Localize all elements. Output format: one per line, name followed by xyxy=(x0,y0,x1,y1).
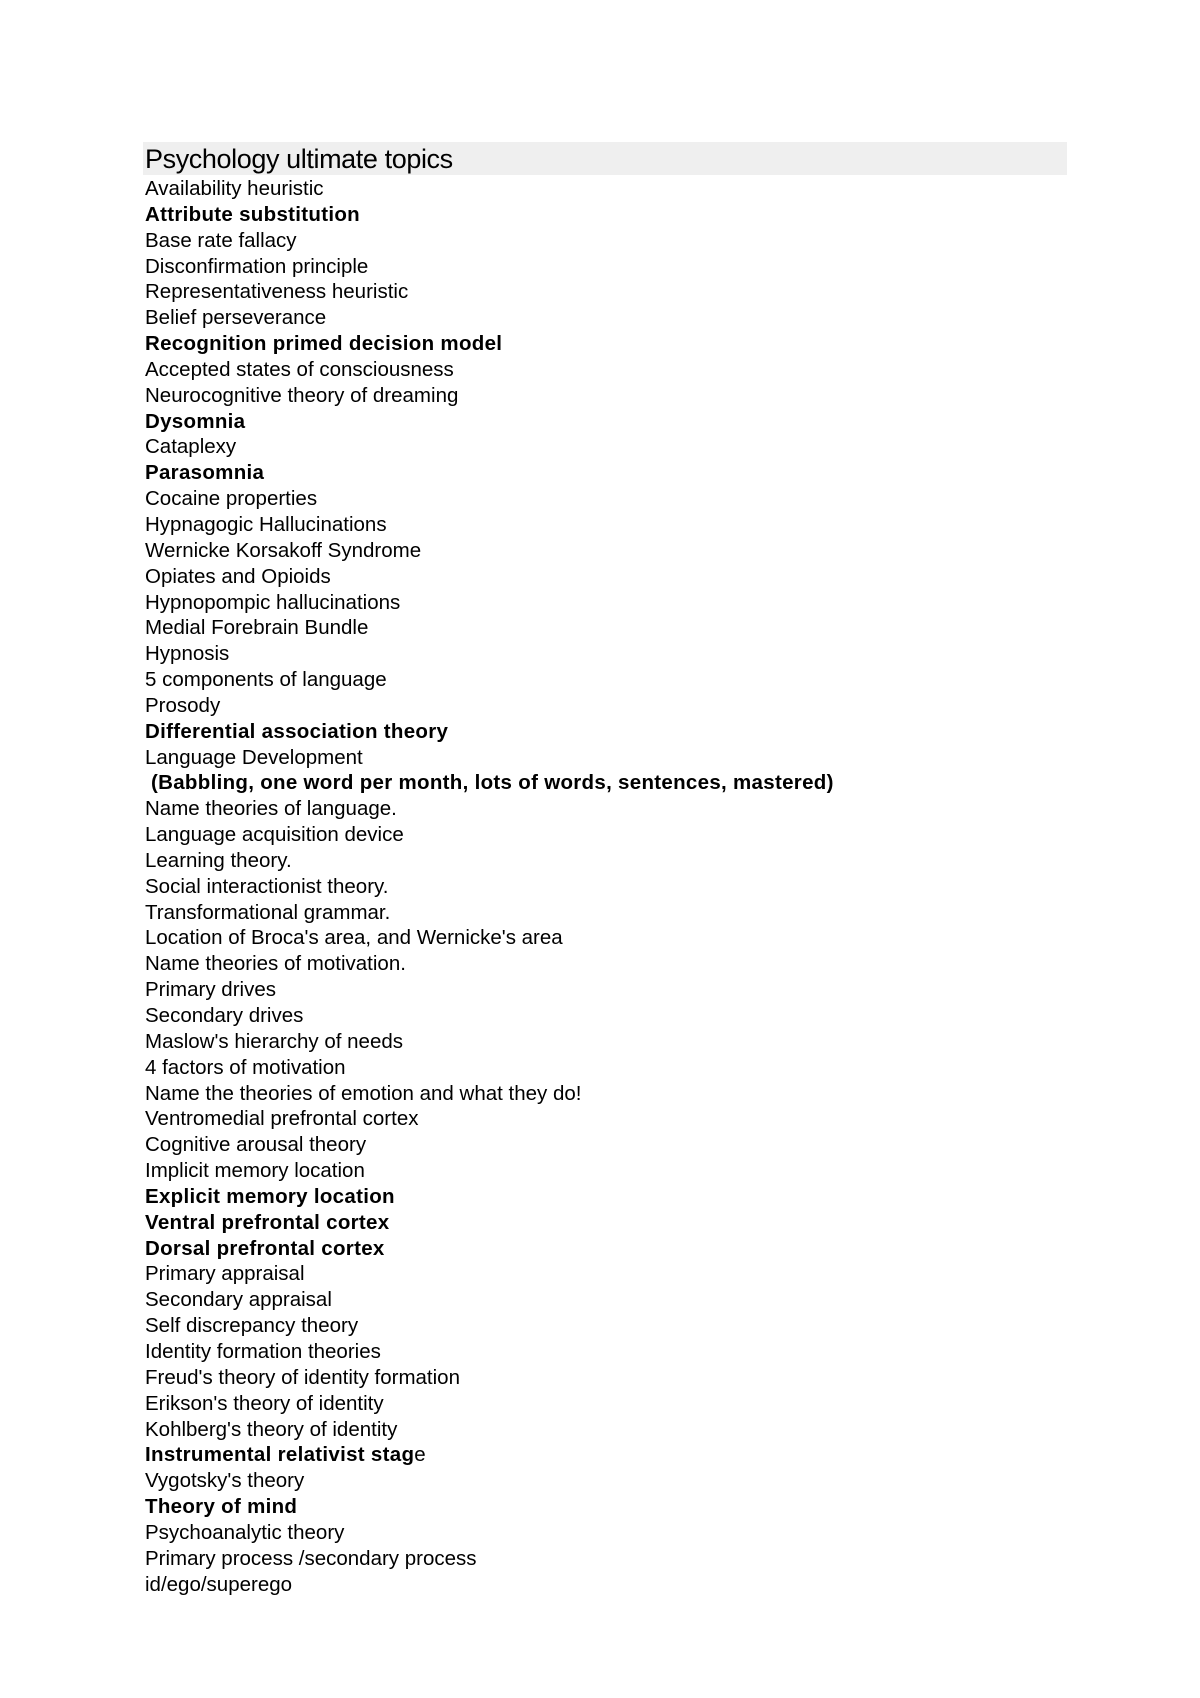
topic-text: Psychoanalytic theory xyxy=(145,1520,345,1544)
topic-item xyxy=(145,1029,834,1055)
topic-item xyxy=(145,1572,834,1598)
topic-text: Recognition primed decision model xyxy=(145,332,503,356)
topic-text: Language Development xyxy=(145,745,363,769)
topic-text: Name the theories of emotion and what they do! xyxy=(145,1081,582,1105)
topic-item xyxy=(145,1081,834,1107)
topic-text: Name theories of motivation. xyxy=(145,952,406,976)
topic-text: Freud's theory of identity formation xyxy=(145,1365,460,1389)
topic-item xyxy=(145,1261,834,1287)
topic-item xyxy=(145,1442,834,1468)
topic-item xyxy=(145,1184,834,1210)
topic-text: Cocaine properties xyxy=(145,487,318,511)
topic-text: Social interactionist theory. xyxy=(145,874,389,898)
topic-item xyxy=(145,1003,834,1029)
topic-item xyxy=(145,357,834,383)
topic-item xyxy=(145,951,834,977)
topic-text: Ventral prefrontal cortex xyxy=(145,1210,390,1234)
topic-text: Secondary drives xyxy=(145,1004,304,1027)
topic-text: Primary drives xyxy=(145,978,276,1002)
topic-text: Attribute substitution xyxy=(145,202,360,226)
topic-text: Differential association theory xyxy=(145,719,449,743)
topic-text: Neurocognitive theory of dreaming xyxy=(145,383,459,407)
topic-item xyxy=(145,305,834,331)
topic-item xyxy=(145,383,834,409)
topic-text: Cataplexy xyxy=(145,435,237,459)
topic-item xyxy=(145,486,834,512)
topic-text: Explicit memory location xyxy=(145,1184,395,1208)
topic-item xyxy=(145,925,834,951)
topic-item xyxy=(145,1055,834,1081)
topic-text: Dorsal prefrontal cortex xyxy=(145,1236,385,1260)
topic-item xyxy=(145,279,834,305)
topic-item xyxy=(145,1236,834,1262)
topic-text: Representativeness heuristic xyxy=(145,280,409,304)
topic-text: Dysomnia xyxy=(145,409,246,433)
topic-item xyxy=(145,564,834,590)
topic-item xyxy=(145,977,834,1003)
topic-text: Ventromedial prefrontal cortex xyxy=(145,1107,419,1131)
topic-item xyxy=(145,202,834,228)
topic-item xyxy=(145,1287,834,1313)
topic-text: Name theories of language. xyxy=(145,797,397,821)
topic-text: Disconfirmation principle xyxy=(145,254,369,278)
topic-item xyxy=(145,1546,834,1572)
topic-text: Vygotsky's theory xyxy=(145,1469,305,1493)
topic-text: Implicit memory location xyxy=(145,1159,365,1183)
topic-text-tail: e xyxy=(414,1443,426,1467)
topic-item xyxy=(145,1158,834,1184)
topic-item xyxy=(145,460,834,486)
topic-text: Location of Broca's area, and Wernicke's area xyxy=(145,926,563,950)
topic-item xyxy=(145,409,834,435)
topic-text: Primary appraisal xyxy=(145,1262,305,1286)
topic-item xyxy=(145,1313,834,1339)
topic-text: 4 factors of motivation xyxy=(145,1055,346,1079)
topic-text: Theory of mind xyxy=(145,1495,298,1519)
topic-text: Wernicke Korsakoff Syndrome xyxy=(145,538,422,562)
topic-item xyxy=(145,900,834,926)
topic-text: Medial Forebrain Bundle xyxy=(145,616,369,640)
topic-text: Accepted states of consciousness xyxy=(145,357,454,381)
topic-item xyxy=(145,331,834,357)
topic-item xyxy=(145,434,834,460)
topic-item xyxy=(145,254,834,280)
topic-item xyxy=(145,1468,834,1494)
topic-text: Language acquisition device xyxy=(145,823,404,847)
topic-item xyxy=(145,1417,834,1443)
topic-text: Transformational grammar. xyxy=(145,900,391,924)
topic-text: Primary process /secondary process xyxy=(145,1546,477,1570)
topic-text: Identity formation theories xyxy=(145,1339,381,1363)
topic-item xyxy=(145,822,834,848)
topic-item xyxy=(145,1391,834,1417)
topic-item xyxy=(145,512,834,538)
topic-item xyxy=(145,538,834,564)
topic-text: Erikson's theory of identity xyxy=(145,1391,384,1415)
topic-text: Prosody xyxy=(145,693,221,717)
topic-text: 5 components of language xyxy=(145,668,387,692)
topic-item xyxy=(145,176,834,202)
topic-item xyxy=(145,1210,834,1236)
topic-text: Self discrepancy theory xyxy=(145,1314,359,1338)
topic-text: Belief perseverance xyxy=(145,306,327,330)
topic-text: Availability heuristic xyxy=(145,177,324,200)
topic-item xyxy=(145,615,834,641)
topic-item xyxy=(145,745,834,771)
topic-text: Learning theory. xyxy=(145,848,292,872)
topic-text: (Babbling, one word per month, lots of words, sentences, mastered) xyxy=(151,771,834,795)
topic-text: Parasomnia xyxy=(145,461,265,485)
topic-item xyxy=(145,719,834,745)
topic-item xyxy=(145,848,834,874)
topic-item xyxy=(145,770,834,796)
topic-item xyxy=(145,1106,834,1132)
topic-item xyxy=(145,796,834,822)
topic-text: Hypnopompic hallucinations xyxy=(145,590,401,614)
topic-item xyxy=(145,1494,834,1520)
topic-item xyxy=(145,874,834,900)
topic-text: Secondary appraisal xyxy=(145,1288,332,1312)
topic-item xyxy=(145,667,834,693)
topic-item xyxy=(145,1520,834,1546)
topic-text: Cognitive arousal theory xyxy=(145,1133,367,1157)
topic-list xyxy=(145,176,834,1597)
topic-item xyxy=(145,641,834,667)
topic-text: Opiates and Opioids xyxy=(145,564,331,588)
topic-item xyxy=(145,590,834,616)
topic-text: Base rate fallacy xyxy=(145,228,297,252)
topic-text: Hypnagogic Hallucinations xyxy=(145,512,387,536)
topic-text: Instrumental relativist stag xyxy=(145,1443,415,1467)
topic-text: Maslow's hierarchy of needs xyxy=(145,1029,404,1053)
topic-text: id/ego/superego xyxy=(145,1572,293,1596)
topic-text: Hypnosis xyxy=(145,642,230,666)
topic-item xyxy=(145,1365,834,1391)
topic-text: Kohlberg's theory of identity xyxy=(145,1417,398,1441)
topic-item xyxy=(145,228,834,254)
topic-item xyxy=(145,693,834,719)
topic-item xyxy=(145,1132,834,1158)
topic-item xyxy=(145,1339,834,1365)
document-title: Psychology ultimate topics xyxy=(145,144,453,174)
